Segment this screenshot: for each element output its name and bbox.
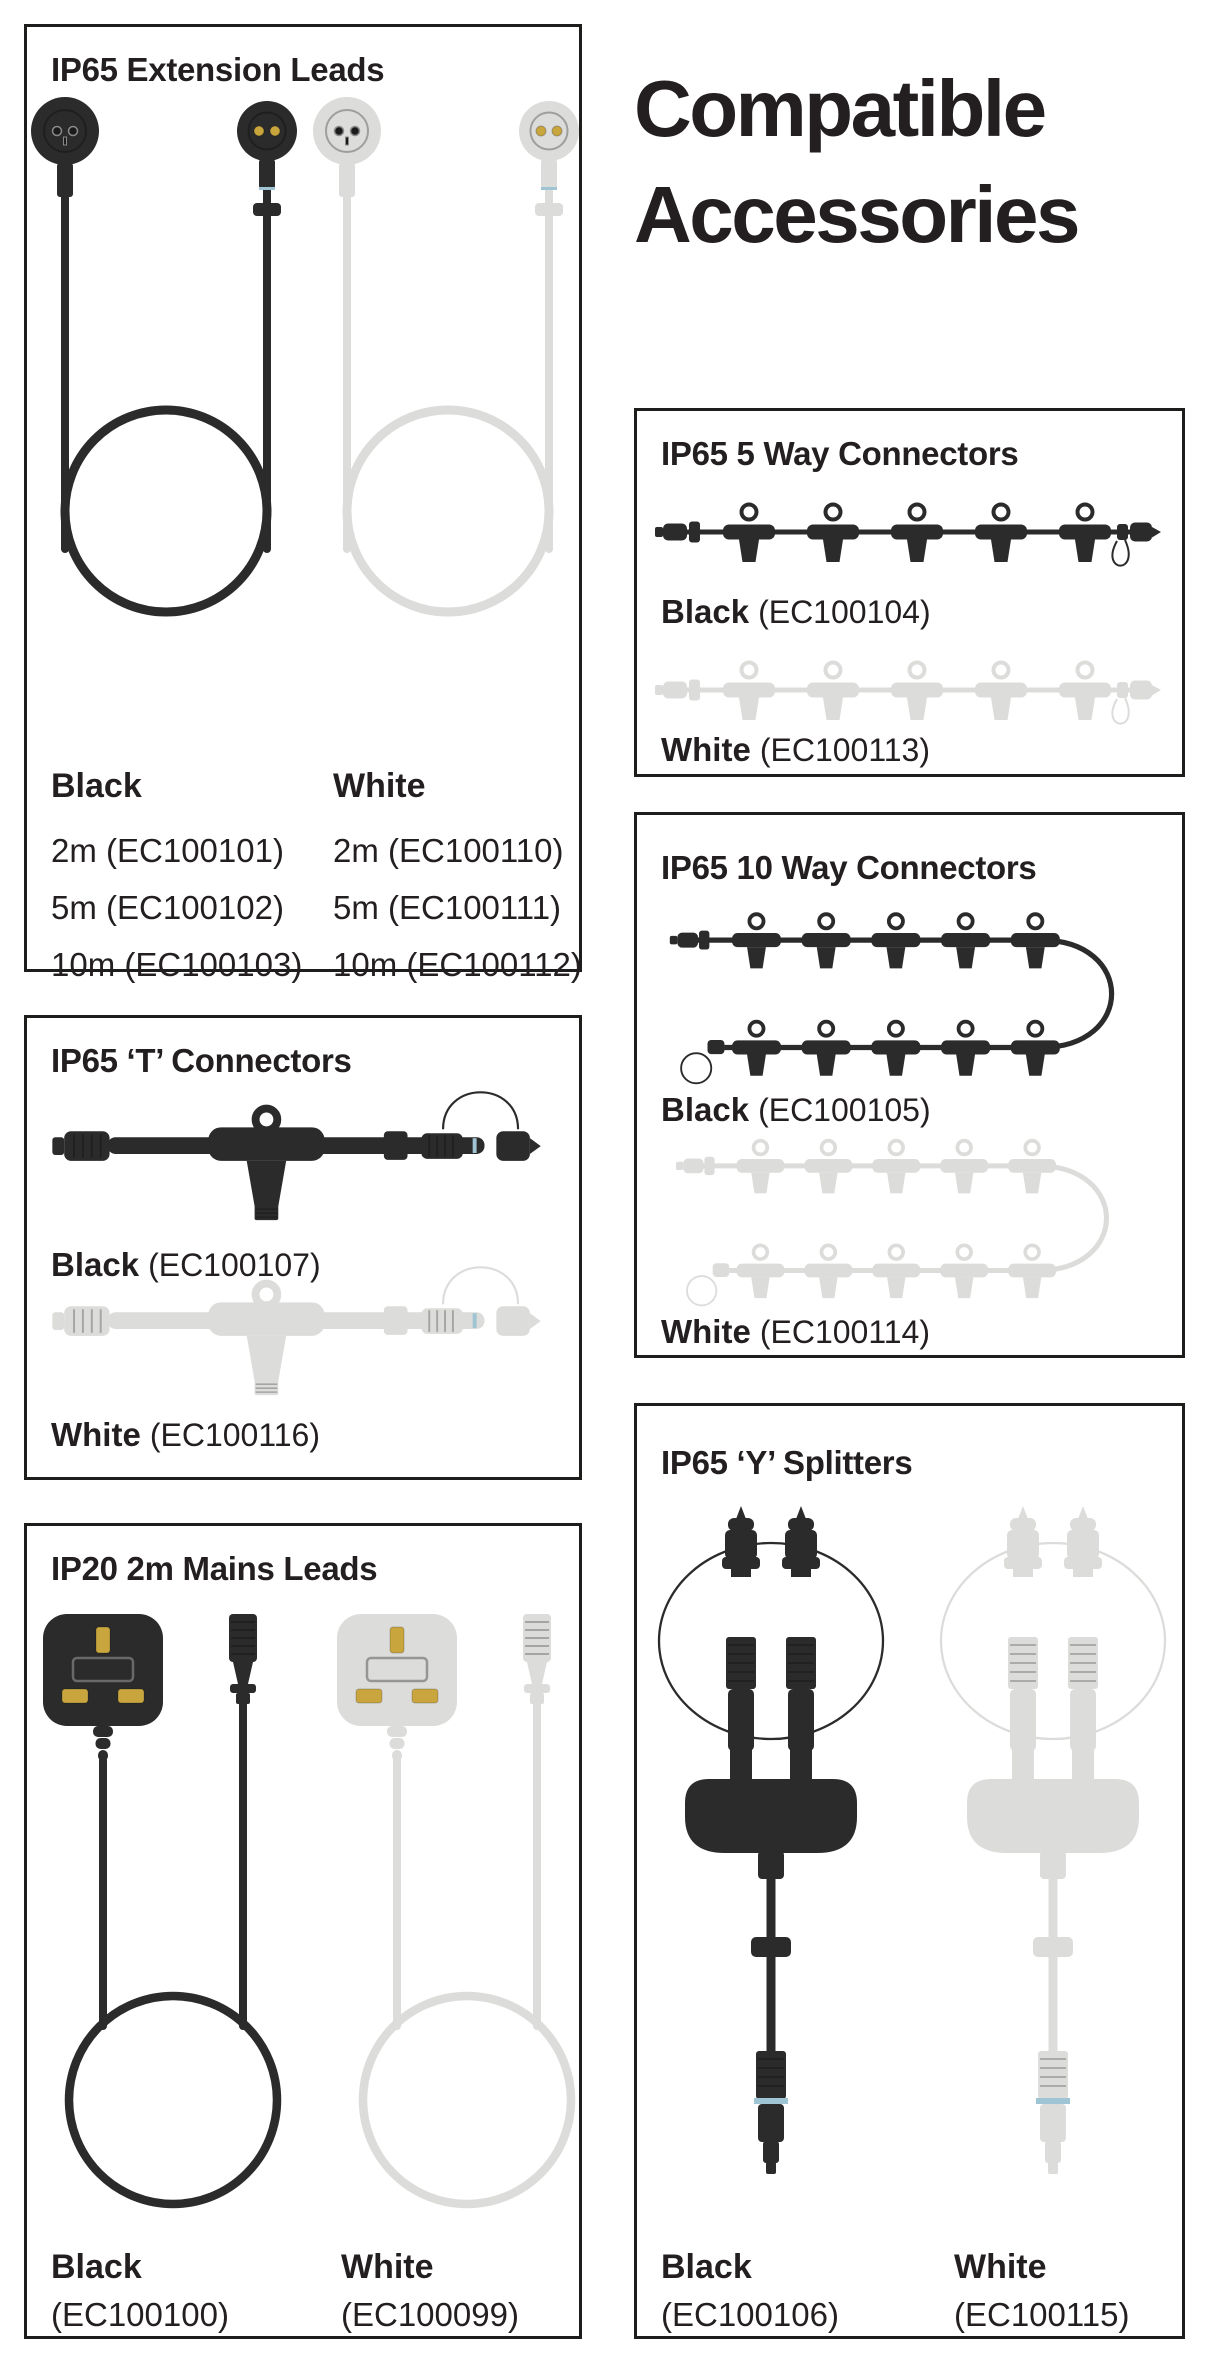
variant-label: Black [51,2248,142,2286]
product-code: (EC100115) [954,2296,1130,2333]
section-title-ten-way: IP65 10 Way Connectors [661,849,1037,886]
product-code: (EC100107) [148,1247,321,1283]
product-code: 5m (EC100102) [51,889,284,926]
variant-label: White [51,1416,141,1453]
page-title-line2: Accessories [634,169,1078,259]
y-splitter-white-illustration [933,1491,1173,2191]
y-splitter-black-illustration [651,1491,891,2191]
variant-stack [51,2244,229,2338]
section-t-connectors [24,1015,582,1480]
product-code: (EC100114) [759,1314,930,1350]
variant-stack [954,2244,1130,2338]
product-code: (EC100105) [758,1092,931,1128]
five-way-black-illustration [653,483,1168,578]
product-code: 10m (EC100103) [51,946,303,983]
variant-row [661,1313,930,1351]
variant-row [51,1416,320,1454]
five-way-white-illustration [653,641,1168,736]
variant-label: White [661,731,751,768]
variant-stack [341,2244,519,2338]
variant-label: Black [661,2248,752,2286]
ten-way-white-illustration [653,1120,1168,1310]
section-extension-leads [24,24,582,983]
product-code: (EC100099) [341,2296,519,2333]
section-five-way-connectors [634,408,1185,777]
variant-label: Black [661,1091,750,1128]
variant-label: White [661,1313,751,1350]
product-code: 10m (EC100112) [333,946,582,983]
page-title-line1: Compatible [634,64,1045,153]
extension-leads-white-column [333,767,603,993]
variant-label: Black [51,1246,140,1283]
mains-leads-illustration [27,1602,579,2217]
section-ten-way-connectors [634,812,1185,1358]
product-code: 2m (EC100101) [51,832,284,869]
section-title-y-splitters: IP65 ‘Y’ Splitters [661,1444,913,1481]
t-connector-black-illustration [47,1078,552,1226]
product-code: 2m (EC100110) [333,832,564,869]
section-title-five-way: IP65 5 Way Connectors [661,435,1019,472]
variant-label: White [341,2248,434,2286]
extension-leads-illustration [27,91,579,621]
variant-row [661,593,931,631]
product-code: 5m (EC100111) [333,889,562,926]
section-mains-leads [24,1523,582,2339]
variant-label: White [954,2248,1047,2286]
product-code: (EC100100) [51,2296,229,2333]
section-title-extension-leads: IP65 Extension Leads [51,51,385,88]
variant-row [661,731,930,769]
variant-label: White [333,767,426,805]
product-code: (EC100104) [758,594,931,630]
page-title [634,56,1078,267]
extension-leads-black-column [51,767,321,993]
variant-stack [661,2244,839,2338]
section-title-mains-leads: IP20 2m Mains Leads [51,1550,378,1587]
section-title-t-connectors: IP65 ‘T’ Connectors [51,1042,352,1079]
ten-way-black-illustration [653,893,1168,1088]
variant-label: Black [51,767,142,805]
product-code: (EC100116) [149,1417,320,1453]
variant-label: Black [661,593,750,630]
product-code: (EC100113) [759,732,930,768]
product-code: (EC100106) [661,2296,839,2333]
t-connector-white-illustration [47,1253,552,1401]
section-y-splitters [634,1403,1185,2339]
